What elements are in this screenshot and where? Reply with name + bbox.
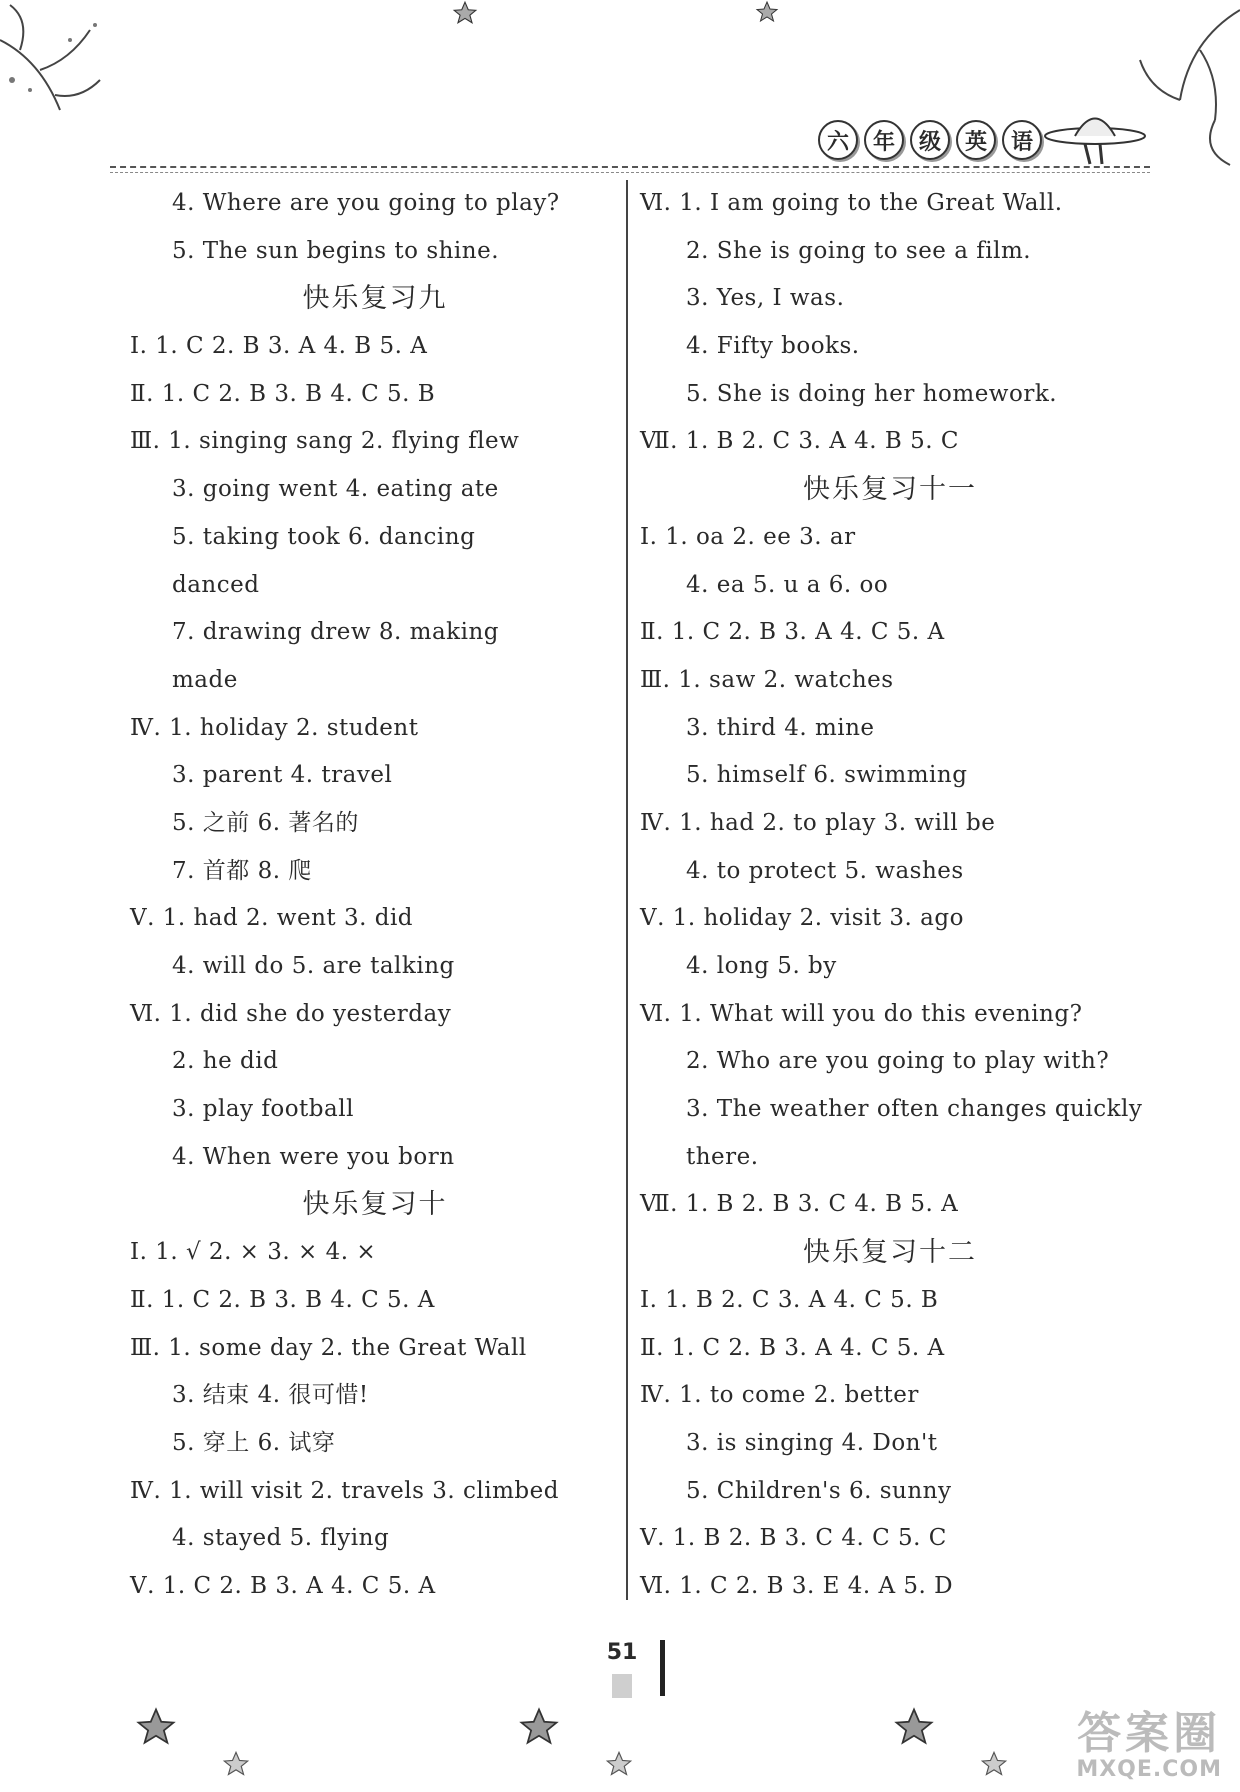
header-char: 六 bbox=[818, 120, 858, 160]
answer-line: 4. long 5. by bbox=[686, 953, 837, 979]
answer-line: Ⅵ. 1. I am going to the Great Wall. bbox=[640, 190, 1063, 216]
answer-line: 3. play football bbox=[172, 1096, 354, 1123]
answer-line: 4. will do 5. are talking bbox=[172, 953, 455, 979]
answer-line: 2. Who are you going to play with? bbox=[686, 1048, 1110, 1075]
answer-line: 4. When were you born bbox=[172, 1143, 455, 1170]
watermark-logo: 答案圈 bbox=[1077, 1708, 1222, 1759]
section-title: 快乐复习十 bbox=[302, 1189, 448, 1221]
answer-line: made bbox=[172, 666, 238, 693]
star-icon bbox=[450, 0, 480, 26]
answer-line: Ⅳ. 1. had 2. to play 3. will be bbox=[640, 809, 996, 836]
star-icon bbox=[605, 1750, 633, 1778]
star-icon bbox=[135, 1706, 177, 1748]
answer-line: Ⅲ. 1. saw 2. watches bbox=[640, 666, 894, 693]
answer-line: Ⅲ. 1. singing sang 2. flying flew bbox=[130, 428, 520, 455]
answer-line: 4. stayed 5. flying bbox=[172, 1525, 390, 1552]
answer-line: 5. Children's 6. sunny bbox=[686, 1477, 952, 1504]
answer-line: 4. to protect 5. washes bbox=[686, 857, 964, 884]
section-title: 快乐复习十二 bbox=[803, 1237, 977, 1269]
answer-line: 3. is singing 4. Don't bbox=[686, 1429, 938, 1456]
answer-line: 5. 之前 6. 著名的 bbox=[172, 809, 359, 836]
answer-line: 4. Where are you going to play? bbox=[172, 190, 560, 216]
star-icon bbox=[752, 0, 782, 24]
answer-line: 7. 首都 8. 爬 bbox=[172, 857, 312, 884]
left-column bbox=[130, 180, 620, 1611]
header-char: 年 bbox=[864, 120, 904, 160]
answer-line: Ⅰ. 1. oa 2. ee 3. ar bbox=[640, 523, 856, 550]
answer-line: Ⅶ. 1. B 2. B 3. C 4. B 5. A bbox=[640, 1191, 959, 1218]
answer-line: Ⅱ. 1. C 2. B 3. A 4. C 5. A bbox=[640, 1334, 945, 1361]
answer-line: Ⅰ. 1. B 2. C 3. A 4. C 5. B bbox=[640, 1286, 939, 1313]
page-tab bbox=[612, 1674, 632, 1698]
header-char: 语 bbox=[1002, 120, 1042, 160]
answer-line: Ⅱ. 1. C 2. B 3. B 4. C 5. B bbox=[130, 380, 436, 407]
header-rule bbox=[110, 166, 1150, 168]
star-icon bbox=[980, 1750, 1008, 1778]
page-number: 51 bbox=[606, 1640, 638, 1665]
answer-line: 2. he did bbox=[172, 1048, 279, 1075]
answer-line: 5. 穿上 6. 试穿 bbox=[172, 1429, 336, 1456]
hat-icon bbox=[1040, 96, 1150, 166]
answer-line: Ⅴ. 1. B 2. B 3. C 4. C 5. C bbox=[640, 1525, 947, 1552]
answer-line: 4. ea 5. u a 6. oo bbox=[686, 571, 889, 598]
star-icon bbox=[518, 1706, 560, 1748]
answer-line: 5. himself 6. swimming bbox=[686, 762, 968, 789]
header-char: 级 bbox=[910, 120, 950, 160]
answer-line: 3. Yes, I was. bbox=[686, 285, 845, 312]
header-char: 英 bbox=[956, 120, 996, 160]
branch-decoration-icon bbox=[0, 0, 180, 150]
answer-line: Ⅴ. 1. C 2. B 3. A 4. C 5. A bbox=[130, 1572, 436, 1599]
page-bar bbox=[660, 1640, 665, 1696]
header-rule bbox=[110, 172, 1150, 173]
answer-line: Ⅰ. 1. √ 2. × 3. × 4. × bbox=[130, 1239, 377, 1266]
answer-line: Ⅰ. 1. C 2. B 3. A 4. B 5. A bbox=[130, 333, 428, 360]
answer-line: 7. drawing drew 8. making bbox=[172, 619, 500, 646]
answer-line: 3. parent 4. travel bbox=[172, 762, 393, 789]
star-icon bbox=[893, 1706, 935, 1748]
answer-line: 5. The sun begins to shine. bbox=[172, 237, 500, 264]
answer-line: Ⅱ. 1. C 2. B 3. B 4. C 5. A bbox=[130, 1286, 435, 1313]
answer-line: Ⅱ. 1. C 2. B 3. A 4. C 5. A bbox=[640, 619, 945, 646]
star-icon bbox=[222, 1750, 250, 1778]
answer-line: Ⅴ. 1. holiday 2. visit 3. ago bbox=[640, 905, 964, 932]
answer-line: 5. taking took 6. dancing bbox=[172, 523, 476, 550]
answer-line: Ⅶ. 1. B 2. C 3. A 4. B 5. C bbox=[640, 428, 959, 455]
answer-line: 3. going went 4. eating ate bbox=[172, 476, 499, 503]
answer-line: 4. Fifty books. bbox=[686, 333, 860, 360]
watermark-url: MXQE.COM bbox=[1076, 1757, 1222, 1782]
right-column bbox=[640, 180, 1143, 1611]
header-title bbox=[818, 120, 1042, 160]
answer-line: Ⅵ. 1. C 2. B 3. E 4. A 5. D bbox=[640, 1572, 954, 1599]
answer-line: Ⅳ. 1. to come 2. better bbox=[640, 1382, 919, 1409]
watermark bbox=[1076, 1697, 1222, 1782]
answer-line: Ⅵ. 1. What will you do this evening? bbox=[640, 1000, 1083, 1027]
answer-line: 5. She is doing her homework. bbox=[686, 380, 1058, 407]
column-divider bbox=[626, 180, 628, 1600]
answer-line: Ⅳ. 1. holiday 2. student bbox=[130, 714, 419, 741]
section-title: 快乐复习十一 bbox=[803, 474, 977, 506]
answer-line: 2. She is going to see a film. bbox=[686, 237, 1032, 264]
answer-line: Ⅳ. 1. will visit 2. travels 3. climbed bbox=[130, 1477, 559, 1504]
answer-line: danced bbox=[172, 571, 260, 598]
section-title: 快乐复习九 bbox=[302, 283, 448, 315]
answer-line: 3. 结束 4. 很可惜! bbox=[172, 1382, 369, 1409]
answer-line: Ⅲ. 1. some day 2. the Great Wall bbox=[130, 1334, 527, 1361]
answer-line: Ⅵ. 1. did she do yesterday bbox=[130, 1000, 452, 1027]
answer-line: there. bbox=[686, 1143, 759, 1170]
answer-line: 3. The weather often changes quickly bbox=[686, 1096, 1143, 1123]
answer-line: Ⅴ. 1. had 2. went 3. did bbox=[130, 905, 414, 932]
answer-line: 3. third 4. mine bbox=[686, 714, 875, 741]
